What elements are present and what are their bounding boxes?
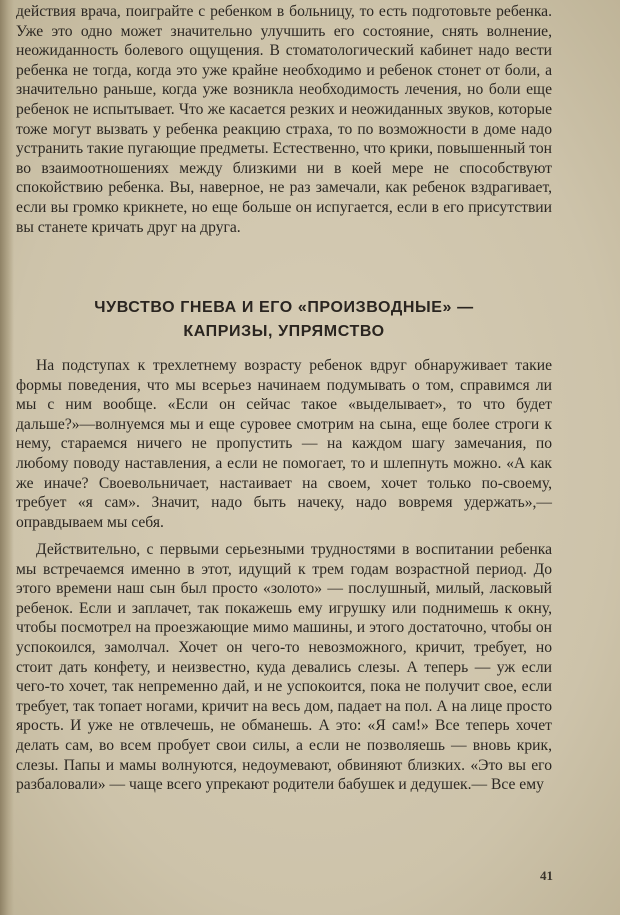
paragraph-3-text: Действительно, с первыми серьезными трудностями в воспитании ребенка мы встречаемся именно в этот, идущий к трем годам возрастной период. До этого времени наш сын был просто «золото» — послушный, милый, ласковый ребенок. Если и заплачет, так покажешь ему игрушку или поднимешь к окну, чтобы посмотрел на проезжающие мимо машины, и этого достаточно, чтобы он успокоился, замолчал. Хочет он чего-то невозможного, кричит, требует, но стоит дать конфету, и неизвестно, куда девались слезы. А теперь — уж если чего-то хочет, так непременно дай, и не успокоится, пока не получит свое, если требует, так топает ногами, кричит на весь дом, падает на пол. А на лице просто ярость. И уже не отвлечешь, не обманешь. А это: «Я сам!» Все теперь хочет делать сам, во всем пробует свои силы, а если не позволяешь — вновь крик, слезы. Папы и мамы волнуются, недоумевают, обвиняют близких. «Это вы его разбаловали» — чаще всего упрекают родители бабушек и дедушек.— Все ему — [16, 541, 552, 794]
paragraph-3 — [16, 540, 552, 795]
heading-line-2: КАПРИЗЫ, УПРЯМСТВО — [183, 323, 385, 340]
section-heading — [16, 296, 552, 344]
heading-line-1: ЧУВСТВО ГНЕВА И ЕГО «ПРОИЗВОДНЫЕ» — — [94, 299, 474, 316]
page-number: 41 — [540, 868, 553, 883]
paragraph-1-text: действия врача, поиграйте с ребенком в больницу, то есть подготовьте ребенка. Уже это одно может значительно улучшить его состояние, снять волнение, неожиданность болевого ощущения. В стоматологический кабинет надо вести ребенка не тогда, когда это уже крайне необходимо и ребенок стонет от боли, а значительно раньше, когда уже возникла необходимость лечения, но боли еще ребенок не испытывает. Что же касается резких и неожиданных звуков, которые тоже могут вызвать у ребенка реакцию страха, то по возможности в доме надо устранить такие пугающие предметы. Естественно, что крики, повышенный тон во взаимоотношениях между близкими ни в коей мере не способствуют спокойствию ребенка. Вы, наверное, не раз замечали, как ребенок вздрагивает, если вы громко крикнете, но еще больше он испугается, если в его присутствии вы станете кричать друг на друга. — [16, 3, 553, 236]
paragraph-2 — [16, 356, 552, 532]
paragraph-2-text: На подступах к трехлетнему возрасту ребенок вдруг обнаруживает такие формы поведения, что мы всерьез начинаем подумывать о том, справимся ли мы с ним вообще. «Если он сейчас такое «выделывает», то что будет дальше?»—волнуемся мы и еще суровее смотрим на сына, еще более строги к нему, стараемся ничего не пропустить — на каждом шагу замечания, по любому поводу наставления, а если не помогает, то и шлепнуть можно. «А как же иначе? Своевольничает, настаивает на своем, хочет только по-своему, требует «я сам». Значит, надо быть начеку, надо вовремя удержать»,— оправдываем мы себя. — [16, 357, 552, 531]
paragraph-1 — [16, 2, 552, 237]
